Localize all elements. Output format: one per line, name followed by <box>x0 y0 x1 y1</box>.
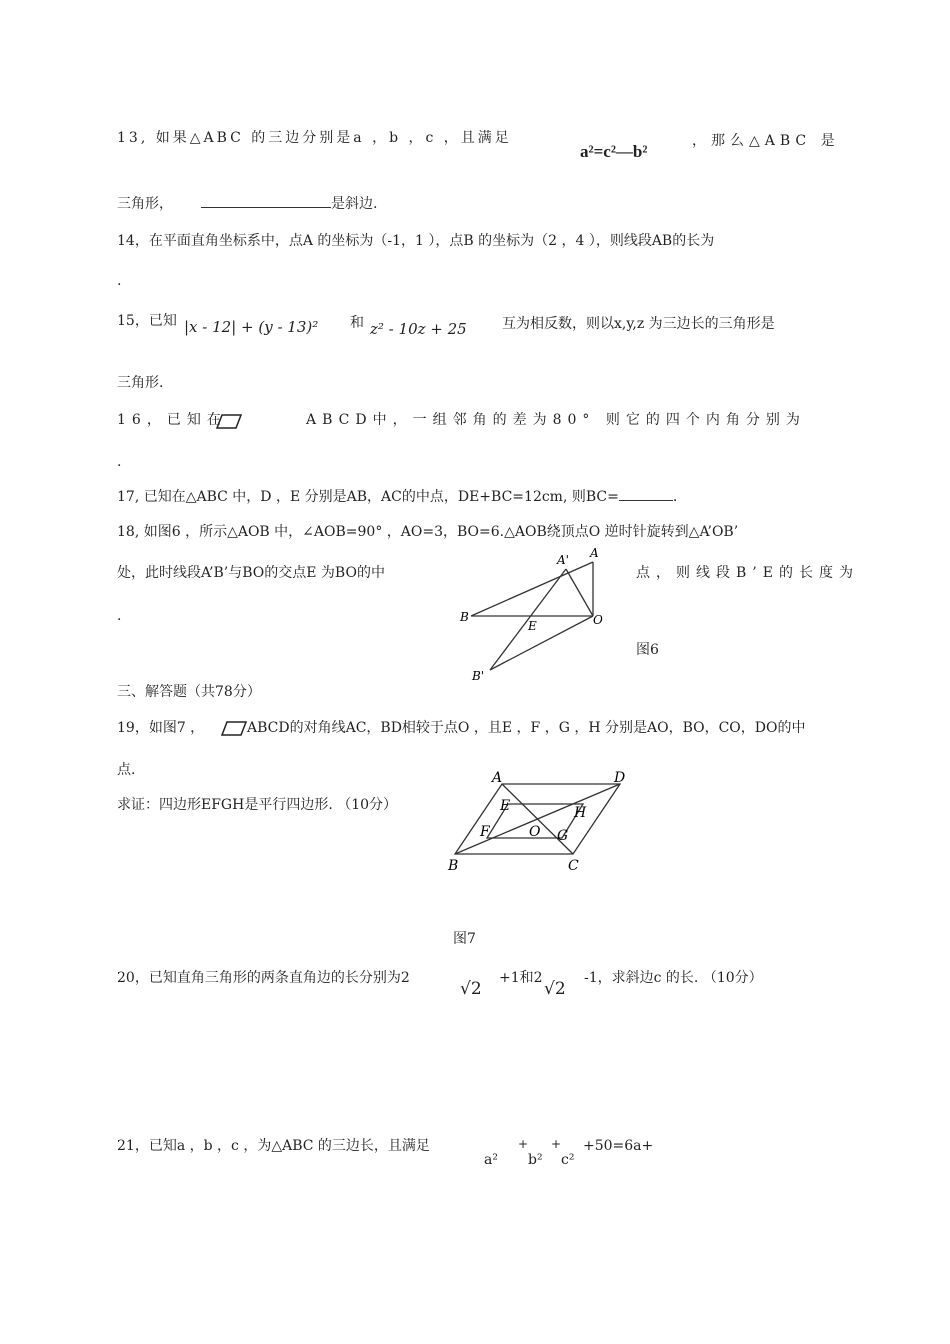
segment-A2O <box>566 569 593 616</box>
label-O: O <box>529 824 541 840</box>
q17-end: . <box>672 489 678 505</box>
label-B-prime: B' <box>472 669 485 683</box>
q20-text2: +1和2 <box>499 970 543 986</box>
label-E: E <box>500 798 511 814</box>
q14-end: . <box>117 273 122 289</box>
q14-text: 14，在平面直角坐标系中，点A 的坐标为（-1，1 ），点B 的坐标为（2 ，4 ），则线段AB的长为 <box>117 233 715 249</box>
q21-plus2: + <box>551 1137 562 1151</box>
q21-c2: c² <box>561 1152 575 1168</box>
q13-line1 <box>117 128 512 148</box>
q13-text-2a: 三角形， <box>117 196 173 212</box>
section-title: 三、解答题（共78分） <box>117 684 261 700</box>
q18-line2b: 点，则线段B’E的长度为 <box>636 565 859 581</box>
q13-line2 <box>117 193 377 214</box>
label-A: A <box>492 770 503 786</box>
q19-text: ABCD的对角线AC，BD相较于点O ，且E ，F ，G ，H 分别是AO，BO，CO，DO的中 <box>247 720 806 736</box>
q17-text: 17, 已知在△ABC 中，D ，E 分别是AB，AC的中点，DE+BC=12cm, 则BC= <box>117 489 619 505</box>
q13-text-end: ，那么△ABC 是 <box>692 133 840 149</box>
q18-line2a: 处，此时线段A’B’与BO的交点E 为BO的中 <box>117 565 385 581</box>
label-E: E <box>528 619 537 633</box>
q18-end: . <box>117 608 122 624</box>
label-A-prime: A' <box>557 553 569 567</box>
q19-prefix: 19，如图7 ， <box>117 720 205 736</box>
parallelogram-icon <box>221 721 247 737</box>
q21-text2: +50=6a+ <box>583 1138 654 1154</box>
diagonal-BD <box>455 784 620 854</box>
sqrt-two: √2 <box>544 979 566 999</box>
q13-text-2b: 是斜边. <box>331 196 378 212</box>
q15-suffix: 互为相反数，则以x,y,z 为三边长的三角形是 <box>502 316 775 332</box>
q19-prove: 求证：四边形EFGH是平行四边形. （10分） <box>117 797 398 813</box>
q16-part1: 16，已知在 <box>117 412 227 428</box>
q15-line2: 三角形. <box>117 375 164 391</box>
label-A: A <box>590 546 599 560</box>
label-F: F <box>480 824 490 840</box>
label-H: H <box>574 805 587 821</box>
q13-formula: a²=c²—b² <box>580 142 648 161</box>
q20-text1: 20，已知直角三角形的两条直角边的长分别为2 <box>117 970 410 986</box>
sqrt-two: √2 <box>460 979 482 999</box>
answer-blank[interactable] <box>619 486 673 501</box>
parallelogram-icon <box>216 414 242 430</box>
q15-formula2: z² - 10z + 25 <box>370 320 467 338</box>
figure-6 <box>450 544 620 684</box>
q21-plus1: + <box>518 1137 529 1151</box>
q15-prefix: 15，已知 <box>117 313 177 329</box>
label-B: B <box>460 610 469 624</box>
segment-AB <box>471 562 593 616</box>
label-O: O <box>593 613 603 627</box>
q17-line <box>117 486 677 507</box>
q21-text1: 21，已知a ，b ，c ，为△ABC 的三边长，且满足 <box>117 1138 430 1154</box>
q15-formula1: |x - 12| + (y - 13)² <box>184 318 319 336</box>
q13-text: 13, 如果△ABC 的三边分别是a ，b ，c ，且满足 <box>117 130 512 146</box>
label-D: D <box>614 770 626 786</box>
label-G: G <box>557 828 569 844</box>
answer-blank[interactable] <box>201 193 331 208</box>
label-C: C <box>568 858 579 874</box>
q21-b2: b² <box>528 1152 543 1168</box>
q15-and: 和 <box>350 315 364 331</box>
segment-OB2 <box>490 616 593 670</box>
q18-line1: 18, 如图6 ，所示△AOB 中，∠AOB=90° ，AO=3，BO=6.△AOB绕顶点O 逆时针旋转到△A’OB’ <box>117 524 739 540</box>
figure-7 <box>440 766 640 876</box>
q16-end: . <box>117 454 122 470</box>
label-B: B <box>448 858 459 874</box>
q21-a2: a² <box>484 1152 498 1168</box>
q19-line2: 点. <box>117 762 136 778</box>
q16-part2: ABCD中，一组邻角的差为80° 则它的四个内角分别为 <box>306 412 806 428</box>
q20-text3: -1，求斜边c 的长. （10分） <box>584 970 763 986</box>
figure-6-caption: 图6 <box>636 642 659 658</box>
figure-7-caption: 图7 <box>453 931 476 947</box>
